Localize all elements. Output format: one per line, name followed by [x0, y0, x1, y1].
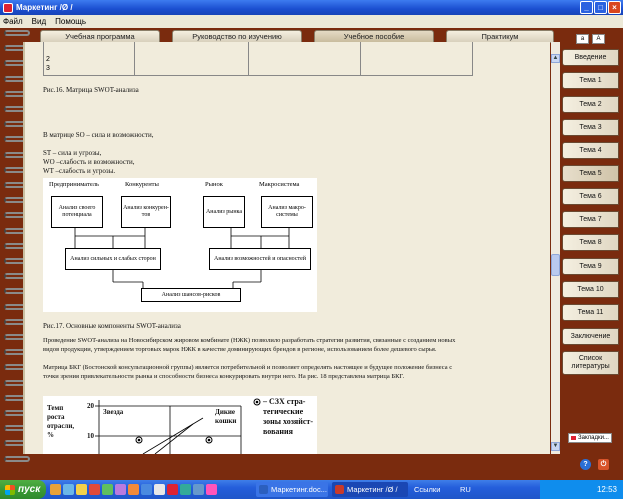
legend-text: зоны хозяйст-	[263, 417, 314, 426]
side-tab-topic6[interactable]: Тема 6	[562, 188, 619, 205]
close-button[interactable]: ×	[608, 1, 621, 14]
bcg-matrix-figure	[43, 396, 317, 454]
font-larger-button[interactable]: A	[592, 34, 605, 44]
st-line: ST – сила и угрозы,	[43, 149, 102, 157]
quicklaunch-icon[interactable]	[180, 484, 191, 495]
start-button[interactable]	[0, 480, 46, 499]
links-toolbar[interactable]: Ссылки	[414, 485, 441, 494]
binding-ring	[4, 30, 30, 36]
diagram-box: Анализ шансов-рисков	[141, 288, 241, 302]
y-tick-label: 20	[87, 402, 94, 410]
app-icon	[3, 3, 13, 13]
quadrant-label-wildcats: кошки	[215, 417, 237, 425]
paragraph-line: точки зрения привлекательности рынка и способности бизнеса конкурировать внутри него. На рис. 18 представлена матрица БКГ.	[43, 373, 405, 380]
quicklaunch-icon[interactable]	[128, 484, 139, 495]
side-tab-topic8[interactable]: Тема 8	[562, 234, 619, 251]
tab-practicum[interactable]: Практикум	[446, 30, 554, 43]
y-axis-label: отрасли,	[47, 422, 75, 430]
quadrant-label-wildcats: Дикие	[215, 408, 236, 416]
scroll-up-arrow[interactable]: ▲	[552, 55, 559, 61]
paragraph-line: видов продукции, утверждением торговых марок НЖК в качестве доминирующих брендов в регионе, использованием более дешевого сырья.	[43, 346, 437, 353]
tab-curriculum[interactable]: Учебная программа	[40, 30, 160, 43]
table-row-number: 3	[46, 65, 50, 72]
start-label: пуск	[18, 484, 41, 495]
side-tab-topic2[interactable]: Тема 2	[562, 96, 619, 113]
side-tab-topic4[interactable]: Тема 4	[562, 142, 619, 159]
vertical-scrollbar[interactable]	[551, 42, 560, 454]
quicklaunch-icon[interactable]	[154, 484, 165, 495]
tab-study-guide[interactable]: Руководство по изучению	[172, 30, 302, 43]
language-indicator[interactable]: RU	[460, 485, 471, 494]
legend-text: вования	[263, 427, 293, 436]
side-tab-topic9[interactable]: Тема 9	[562, 258, 619, 275]
system-tray	[540, 480, 623, 499]
taskbar-item-word[interactable]: Маркетинг.doc...	[256, 482, 328, 497]
side-tab-topic11[interactable]: Тема 11	[562, 304, 619, 321]
tab-textbook[interactable]: Учебное пособие	[314, 30, 434, 43]
menu-file[interactable]: Файл	[3, 17, 23, 26]
quicklaunch-icon[interactable]	[63, 484, 74, 495]
side-tab-intro[interactable]: Введение	[562, 49, 619, 66]
y-axis-label: Темп	[47, 404, 64, 412]
diagram-header: Предприниматель	[49, 181, 99, 188]
help-icon[interactable]: ?	[580, 459, 591, 470]
legend-text: тегические	[263, 407, 304, 416]
side-tab-topic5[interactable]: Тема 5	[562, 165, 619, 182]
taskbar-item-marketing[interactable]: Маркетинг /Ø /	[332, 482, 408, 497]
quicklaunch-icon[interactable]	[76, 484, 87, 495]
diagram-box: Анализ макро-системы	[261, 196, 313, 228]
y-tick-label: 10	[87, 432, 94, 440]
fig16-caption: Рис.16. Матрица SWOT-анализа	[43, 86, 139, 94]
side-tab-conclusion[interactable]: Заключение	[562, 328, 619, 345]
y-axis-label: %	[47, 431, 54, 439]
y-axis-label: роста	[47, 413, 65, 421]
diagram-box: Анализ рынка	[203, 196, 245, 228]
windows-logo-icon	[5, 485, 15, 495]
quicklaunch-icon[interactable]	[89, 484, 100, 495]
paragraph-line: Проведение SWOT-анализа на Новосибирском жировом комбинате (НЖК) позволило разработать стратегии развития, связанные с созданием новых	[43, 337, 456, 344]
diagram-box: Анализ конкурен-тов	[121, 196, 171, 228]
side-tab-topic1[interactable]: Тема 1	[562, 72, 619, 89]
menu-bar	[0, 15, 623, 28]
diagram-header: Рынок	[205, 181, 223, 188]
font-smaller-button[interactable]: a	[576, 34, 589, 44]
side-tabs	[562, 28, 623, 480]
wt-line: WT –слабость и угрозы.	[43, 167, 116, 175]
diagram-box: Анализ возможностей и опасностей	[209, 248, 311, 270]
legend-text: – СЗХ стра-	[263, 397, 306, 406]
quicklaunch-icon[interactable]	[102, 484, 113, 495]
maximize-button[interactable]: □	[594, 1, 607, 14]
quicklaunch-icon[interactable]	[193, 484, 204, 495]
clock[interactable]: 12:53	[596, 485, 617, 494]
so-line: В матрице SO – сила и возможности,	[43, 131, 154, 139]
quicklaunch-icon[interactable]	[50, 484, 61, 495]
swot-table-fragment	[43, 42, 473, 76]
window-titlebar[interactable]	[0, 0, 623, 15]
diagram-header: Макросистема	[259, 181, 300, 188]
scroll-down-arrow[interactable]: ▼	[552, 443, 559, 449]
diagram-box: Анализ своего потенциала	[51, 196, 103, 228]
diagram-header: Конкуренты	[125, 181, 159, 188]
menu-help[interactable]: Помощь	[55, 17, 87, 26]
wo-line: WO –слабость и возможности,	[43, 158, 135, 166]
quicklaunch-icon[interactable]	[115, 484, 126, 495]
bookmarks-button[interactable]: Закладки...	[568, 433, 612, 443]
quicklaunch-icon[interactable]	[167, 484, 178, 495]
side-tab-bibliography[interactable]: Список литературы	[562, 351, 619, 375]
menu-view[interactable]: Вид	[31, 17, 47, 26]
document-page	[23, 42, 550, 454]
paragraph-line: Матрица БКГ (Бостонской консультационной группы) является потребительной и позволяет определять настоящее и будущее положение бизнеса с	[43, 364, 453, 371]
table-row-number: 2	[46, 56, 50, 63]
taskbar	[0, 480, 623, 499]
quadrant-label-star: Звезда	[103, 408, 124, 416]
side-tab-topic7[interactable]: Тема 7	[562, 211, 619, 228]
exit-icon[interactable]: ⏻	[598, 459, 609, 470]
minimize-button[interactable]: _	[580, 1, 593, 14]
scroll-thumb[interactable]	[551, 254, 560, 276]
window-title: Маркетинг /Ø /	[16, 3, 73, 12]
quick-launch	[50, 484, 217, 495]
quicklaunch-icon[interactable]	[141, 484, 152, 495]
fig17-caption: Рис.17. Основные компоненты SWOT-анализа	[43, 322, 181, 330]
quicklaunch-icon[interactable]	[206, 484, 217, 495]
side-tab-topic10[interactable]: Тема 10	[562, 281, 619, 298]
side-tab-topic3[interactable]: Тема 3	[562, 119, 619, 136]
swot-components-diagram	[43, 178, 317, 312]
diagram-box: Анализ сильных и слабых сторон	[65, 248, 161, 270]
binding-ring	[4, 456, 30, 462]
